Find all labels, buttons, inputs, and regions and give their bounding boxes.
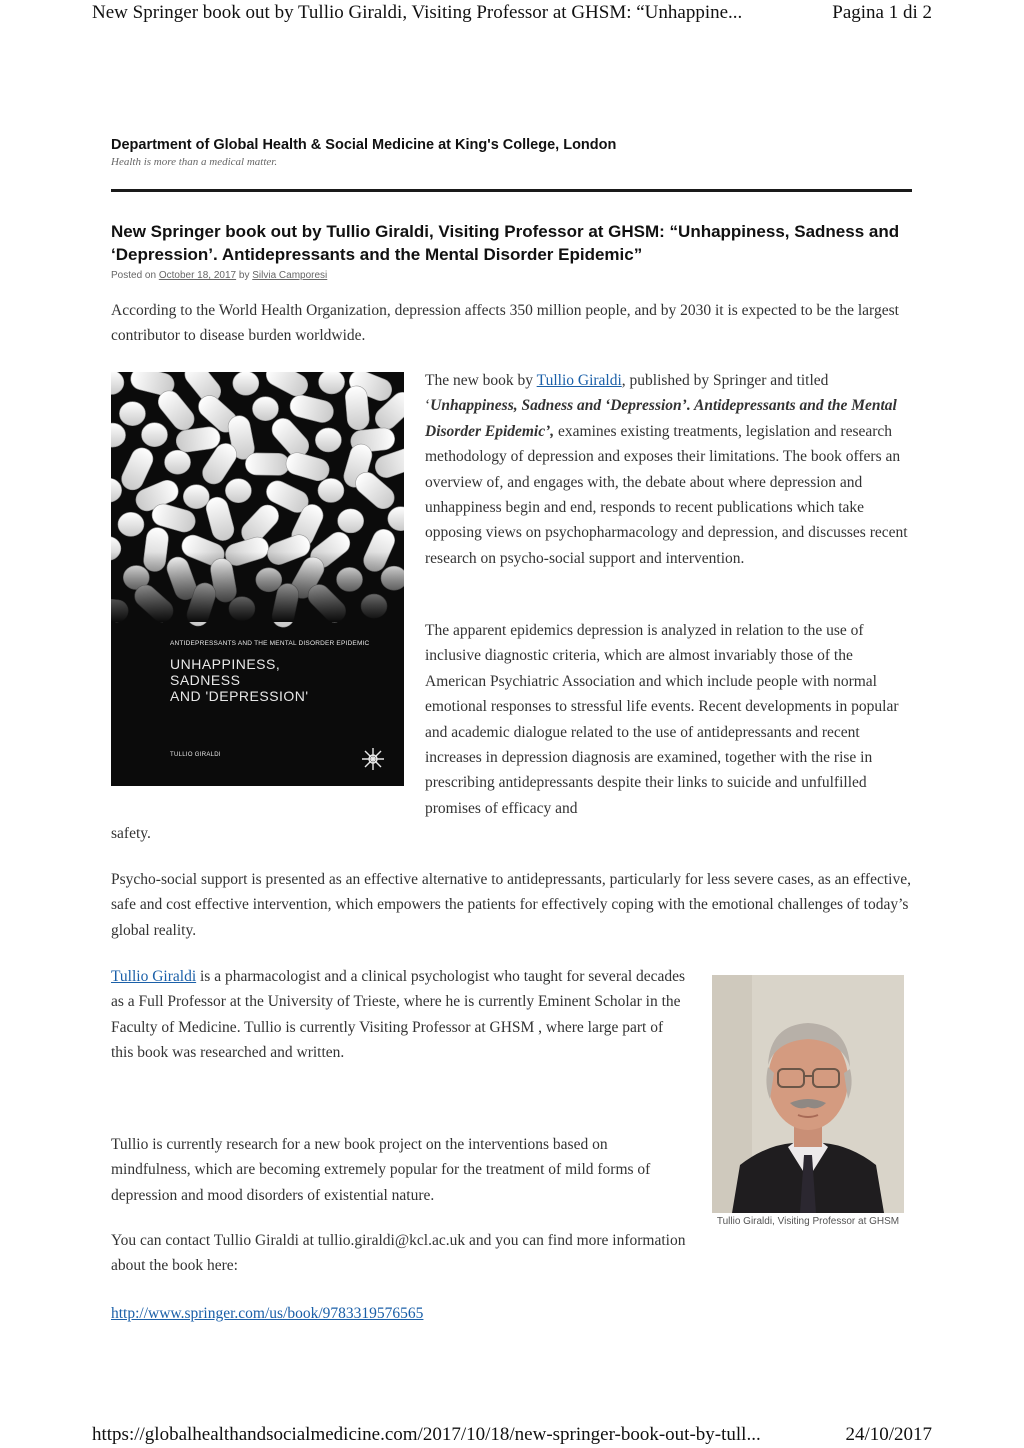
contact-paragraph: You can contact Tullio Giraldi at tullio.giraldi@kcl.ac.uk and you can find more information about the book here: <box>111 1232 686 1275</box>
bio-author-link[interactable]: Tullio Giraldi <box>111 968 197 985</box>
print-header-page-number: Pagina 1 di 2 <box>832 2 932 23</box>
pill-shape <box>111 372 124 394</box>
pill-shape <box>111 478 122 502</box>
pill-shape <box>111 423 126 447</box>
book-paragraph <box>425 368 910 571</box>
posted-on-label: Posted on <box>111 270 157 281</box>
cover-author: TULLIO GIRALDI <box>170 752 221 758</box>
bio-paragraph-text: is a pharmacologist and a clinical psychologist who taught for several decades as a Full Professor at the University of Trieste, where he is currently Eminent Scholar in the Faculty of Medicine. Tullio is currently Visiting Professor at GHSM , where large part of this book was researched and written. <box>111 968 686 1062</box>
pill-shape <box>315 428 341 452</box>
pill-shape <box>165 450 191 474</box>
book-title-emphasis: Unhappiness, Sadness and ‘Depression’. Antidepressants and the Mental Disorder Epidemic’, <box>425 397 897 440</box>
pill-shape <box>288 393 336 425</box>
cover-title-line: AND 'DEPRESSION' <box>170 688 309 704</box>
pill-shape <box>388 507 404 531</box>
springer-horse-logo-icon <box>360 746 386 772</box>
bio-paragraph <box>111 964 686 1066</box>
pill-shape <box>344 385 370 431</box>
epidemic-paragraph: The apparent epidemics depression is analyzed in relation to the use of inclusive diagnostic criteria, which are almost invariably those of the American Psychiatric Association and which include people with normal emotional responses to stressful life events. Recent developments in popular and academic dialogue related to the use of antidepressants and recent increases in depression diagnosis are examined, together with the rise in prescribing antidepressants despite their links to suicide and unfulfilled promises of efficacy and <box>425 622 899 817</box>
book-paragraph-text: The new book by <box>425 372 537 389</box>
pill-shape <box>142 423 168 447</box>
pill-shape <box>225 479 251 503</box>
book-paragraph-text: , published by Springer and titled ‘ <box>425 372 829 415</box>
cover-title <box>170 656 390 704</box>
springer-book-link[interactable]: http://www.springer.com/us/book/9783319576565 <box>111 1305 424 1322</box>
site-title[interactable]: Department of Global Health & Social Medicine at King's College, London <box>111 137 617 153</box>
pill-shape <box>319 372 345 394</box>
pill-shape <box>245 453 289 476</box>
author-portrait-image <box>712 975 904 1213</box>
print-footer-url: https://globalhealthandsocialmedicine.com/2017/10/18/new-springer-book-out-by-tull... <box>92 1424 761 1445</box>
post-date-link[interactable]: October 18, 2017 <box>158 270 237 281</box>
header-divider <box>111 189 912 192</box>
article-meta <box>111 270 327 281</box>
pill-shape <box>338 509 364 533</box>
pill-shape <box>283 450 331 483</box>
epidemic-paragraph-tail: safety. <box>111 825 151 842</box>
site-tagline: Health is more than a medical matter. <box>111 156 278 168</box>
portrait-illustration <box>712 975 904 1213</box>
book-url-paragraph <box>111 1301 423 1326</box>
by-label: by <box>238 270 250 281</box>
pill-shape <box>233 372 259 395</box>
research-paragraph: Tullio is currently research for a new book project on the interventions based on mindfulness, which are becoming extremely popular for the treatment of mild forms of depression and mood disorders of existential nature. <box>111 1136 651 1204</box>
pill-shape <box>204 495 237 543</box>
print-footer-date: 24/10/2017 <box>845 1424 932 1445</box>
print-header-title: New Springer book out by Tullio Giraldi, Visiting Professor at GHSM: “Unhappine... <box>92 2 743 23</box>
cover-title-line: SADNESS <box>170 672 241 688</box>
print-header <box>92 2 932 28</box>
pill-shape <box>183 485 209 509</box>
pill-shape <box>318 478 344 502</box>
book-cover-image <box>111 372 404 786</box>
author-link[interactable]: Tullio Giraldi <box>536 372 622 389</box>
article-title: New Springer book out by Tullio Giraldi, Visiting Professor at GHSM: “Unhappiness, Sadness and ‘Depression’. Antidepressants and the Mental Disorder Epidemic” <box>111 222 900 264</box>
post-author-link[interactable]: Silvia Camporesi <box>252 270 328 281</box>
portrait-caption: Tullio Giraldi, Visiting Professor at GHSM <box>716 1216 900 1227</box>
pill-shape <box>119 402 145 426</box>
pill-shape <box>252 397 278 421</box>
cover-series-text: ANTIDEPRESSANTS AND THE MENTAL DISORDER EPIDEMIC <box>170 640 370 647</box>
print-footer <box>92 1424 932 1448</box>
pills-illustration <box>111 372 404 786</box>
book-paragraph-text: examines existing treatments, legislation and research methodology of depression and exposes their limitations. The book offers an overview of, and engages with, the debate about where depression and unhappiness begin and end, responds to recent publications which take opposing views on psychopharmacology and depression, and discusses recent research on psycho-social support and intervention. <box>425 422 908 567</box>
pill-shape <box>118 512 144 536</box>
cover-title-line: UNHAPPINESS, <box>170 656 281 672</box>
intro-paragraph: According to the World Health Organization, depression affects 350 million people, and by 2030 it is expected to be the largest contributor to disease burden worldwide. <box>111 302 899 345</box>
psycho-social-paragraph: Psycho-social support is presented as an effective alternative to antidepressants, particularly for less severe cases, as an effective, safe and cost effective intervention, which empowers the patients for effectively coping with the emotional challenges of today’s global reality. <box>111 871 911 939</box>
